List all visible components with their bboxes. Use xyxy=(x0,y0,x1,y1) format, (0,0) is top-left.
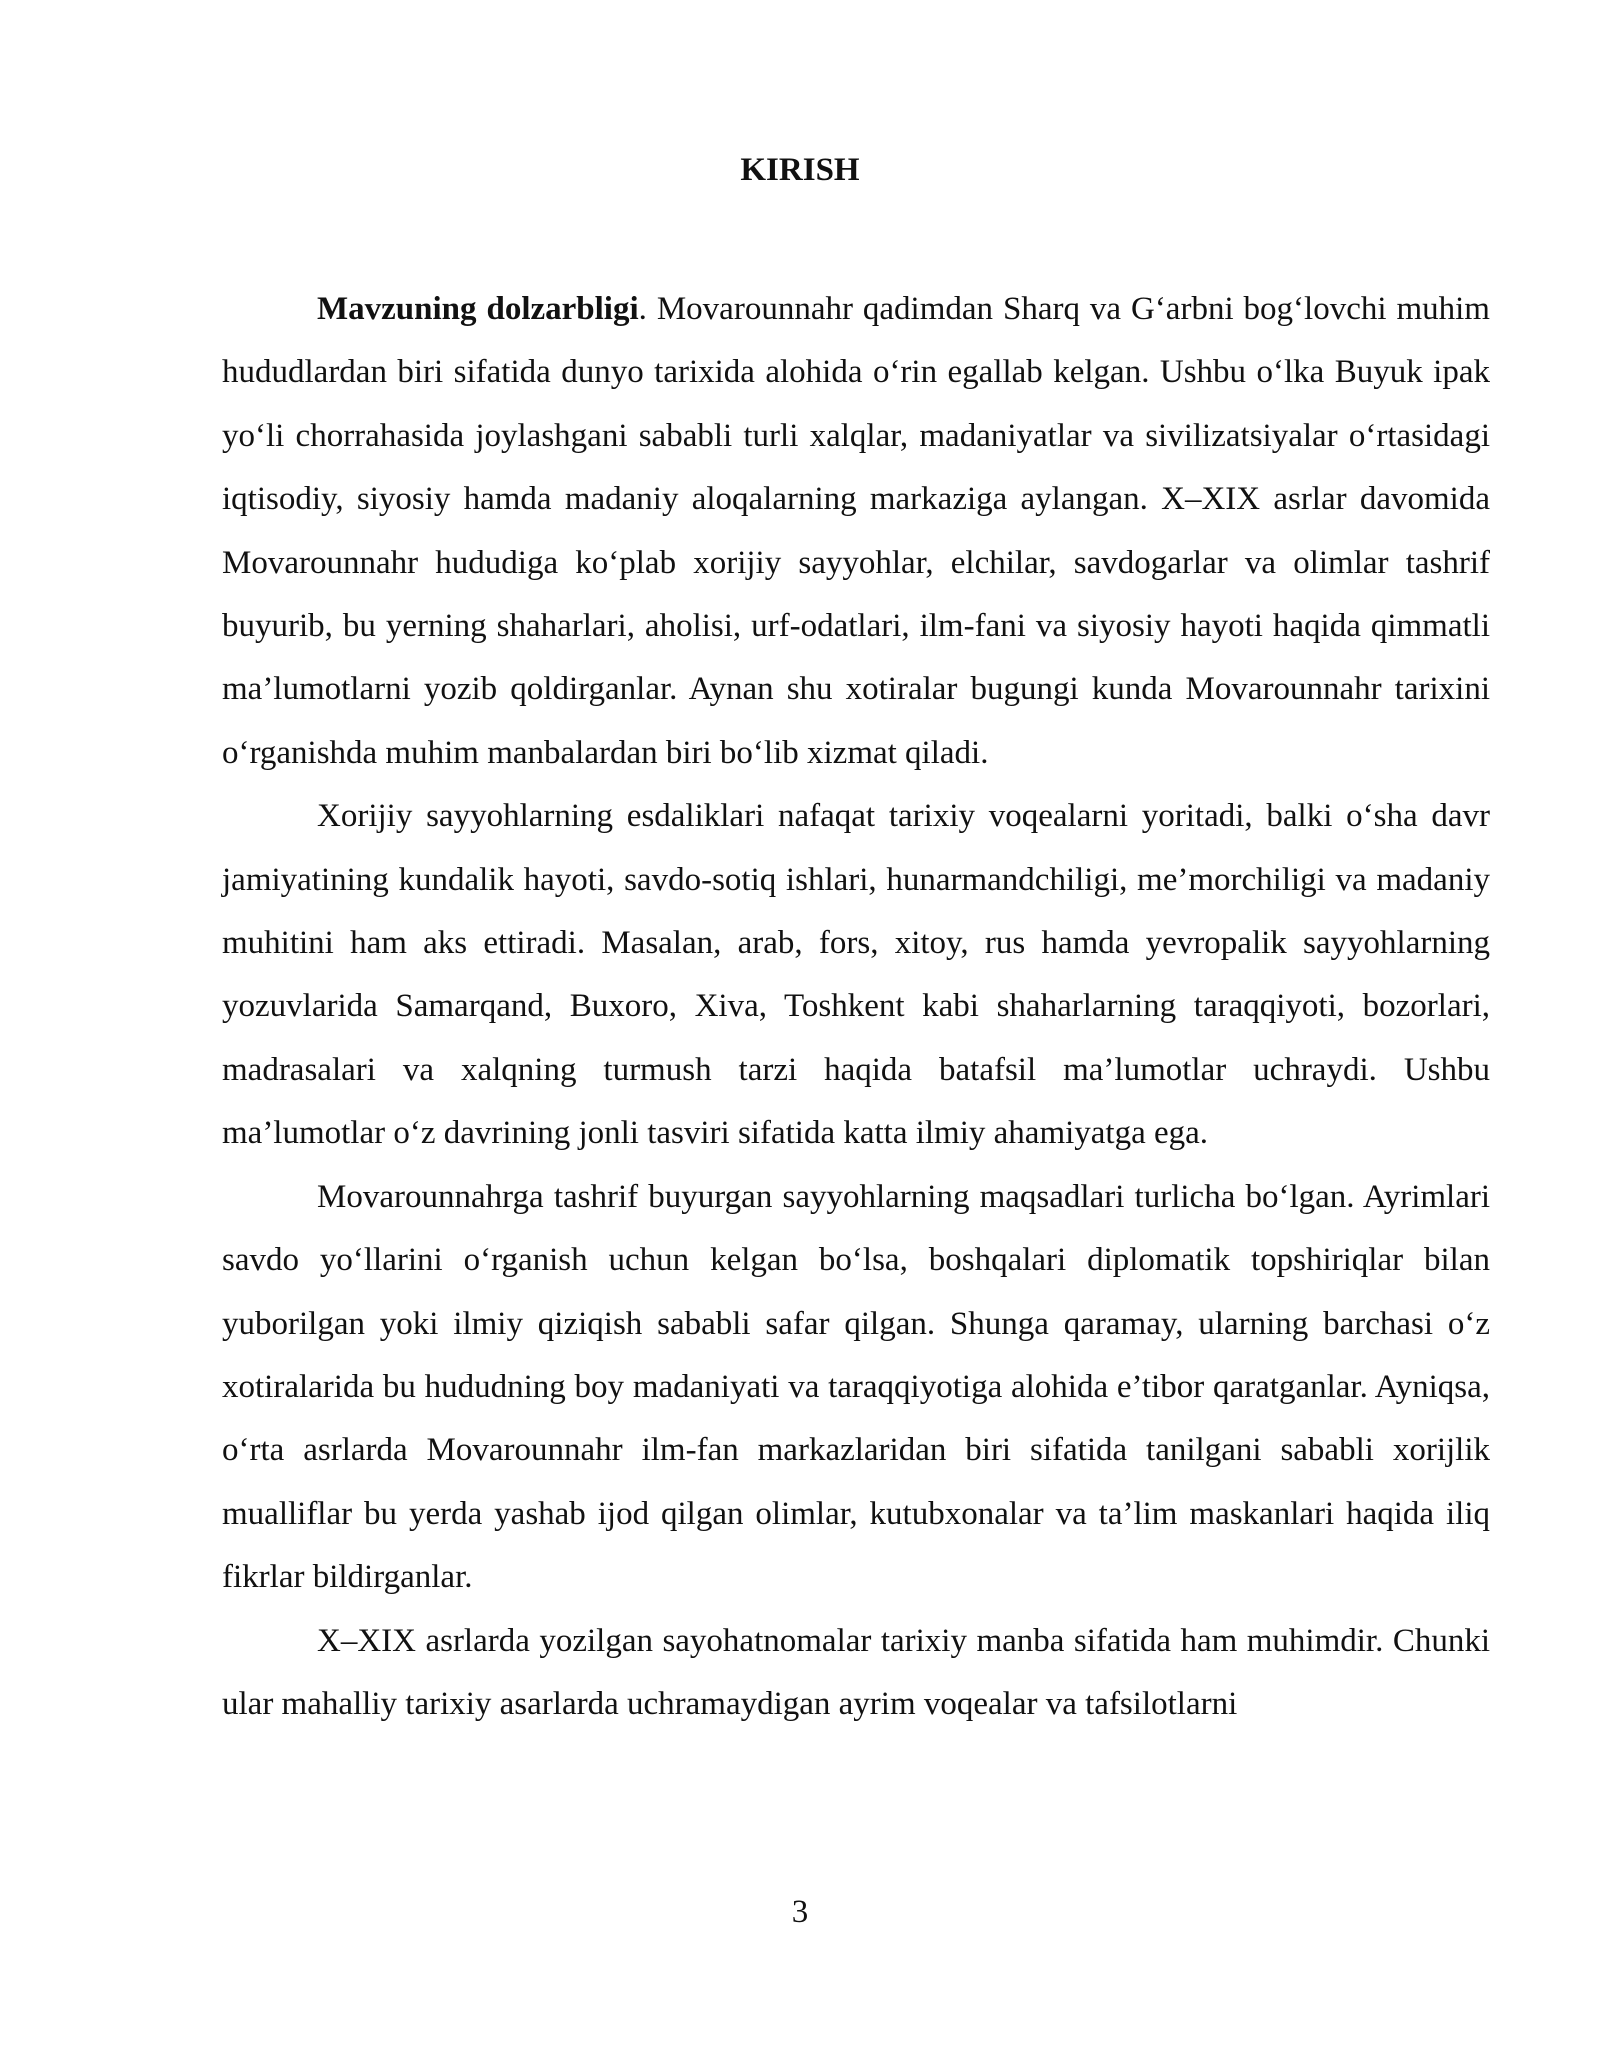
paragraph-lead: Mavzuning dolzarbligi xyxy=(317,291,639,327)
paragraph-3: Movarounnahrga tashrif buyurgan sayyohlarning maqsadlari turlicha bo‘lgan. Ayrimlari savdo yo‘llarini o‘rganish uchun kelgan bo‘lsa, boshqalari diplomatik topshiriqlar bilan yuborilgan yoki ilmiy qiziqish sababli safar qilgan. Shunga qaramay, ularning barchasi o‘z xotiralarida bu hududning boy madaniyati va taraqqiyotiga alohida e’tibor qaratganlar. Ayniqsa, o‘rta asrlarda Movarounnahr ilm-fan markazlaridan biri sifatida tanilgani sababli xorijlik mualliflar bu yerda yashab ijod qilgan olimlar, kutubxonalar va ta’lim maskanlari haqida iliq fikrlar bildirganlar. xyxy=(222,1178,1490,1596)
paragraph-text: . Movarounnahr qadimdan Sharq va G‘arbni bog‘lovchi muhim hududlardan biri sifatida dunyo tarixida alohida o‘rin egallab kelgan. Ushbu o‘lka Buyuk ipak yo‘li chorrahasida joylashgani sababli turli xalqlar, madaniyatlar va sivilizatsiyalar o‘rtasidagi iqtisodiy, siyosiy hamda madaniy aloqalarning markaziga aylangan. X–XIX asrlar davomida Movarounnahr hududiga ko‘plab xorijiy sayyohlar, elchilar, savdogarlar va olimlar tashrif buyurib, bu yerning shaharlari, aholisi, urf-odatlari, ilm-fani va siyosiy hayoti haqida qimmatli ma’lumotlarni yozib qoldirganlar. Aynan shu xotiralar bugungi kunda Movarounnahr tarixini o‘rganishda muhim manbalardan biri bo‘lib xizmat qiladi. xyxy=(222,291,1490,771)
paragraph-2: Xorijiy sayyohlarning esdaliklari nafaqat tarixiy voqealarni yoritadi, balki o‘sha davr jamiyatining kundalik hayoti, savdo-sotiq ishlari, hunarmandchiligi, me’morchiligi va madaniy muhitini ham aks ettiradi. Masalan, arab, fors, xitoy, rus hamda yevropalik sayyohlarning yozuvlarida Samarqand, Buxoro, Xiva, Toshkent kabi shaharlarning taraqqiyoti, bozorlari, madrasalari va xalqning turmush tarzi haqida batafsil ma’lumotlar uchraydi. Ushbu ma’lumotlar o‘z davrining jonli tasviri sifatida katta ilmiy ahamiyatga ega. xyxy=(222,798,1490,1152)
paragraph-1 xyxy=(222,278,1490,785)
body-text xyxy=(222,278,1490,1736)
paragraph-4: X–XIX asrlarda yozilgan sayohatnomalar tarixiy manba sifatida ham muhimdir. Chunki ular mahalliy tarixiy asarlarda uchramaydigan ayrim voqealar va tafsilotlarni xyxy=(222,1622,1490,1722)
page-number: 3 xyxy=(791,1894,809,1930)
page-title: KIRISH xyxy=(740,152,860,188)
